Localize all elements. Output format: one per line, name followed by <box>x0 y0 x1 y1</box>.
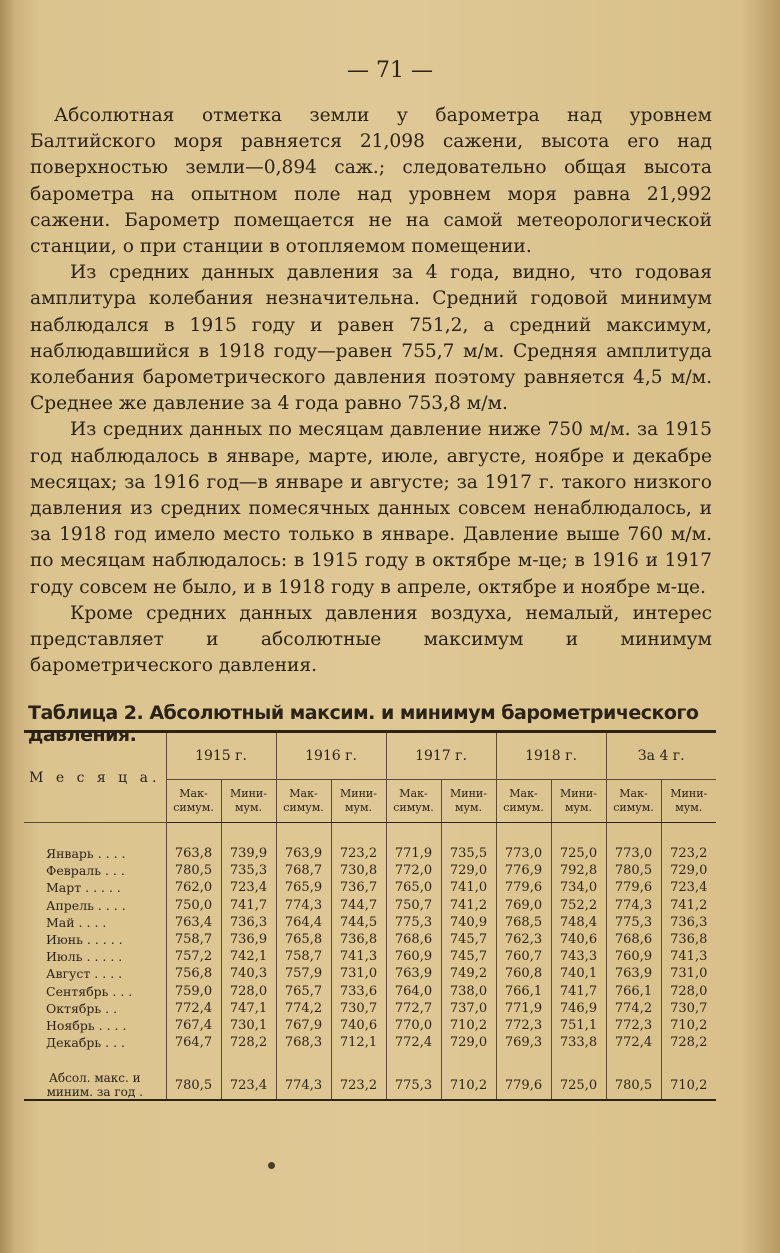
table-cell: 760,7 <box>496 948 551 965</box>
paragraph-3: Из средних данных по месяцам давление ниже 750 м/м. за 1915 год наблюдалось в январе, марте, июле, августе, ноябре и декабре месяцах; за 1916 год—в январе и августе; за 1917 г. такого низкого давления из средних помесячных данных совсем ненаблюдалось, и за 1918 год имело место только в январе. Давление выше 760 м/м. по месяцам наблюдалось: в 1915 году в октябре м-це; в 1916 и 1917 году совсем не было, и в 1918 году в апреле, октябре и ноябре м-це. <box>30 419 712 598</box>
subheader-maximum: Мак-симум. <box>386 780 441 823</box>
table-cell: 775,3 <box>606 914 661 931</box>
total-cell: 780,5 <box>166 1071 221 1100</box>
table-cell: 763,8 <box>166 845 221 862</box>
paragraph-2: Из средних данных давления за 4 года, видно, что годовая амплитура колебания незначительна. Средний годовой минимум наблюдался в 1915 году и равен 751,2, а средний максимум, наблюдавшийся в 1918 году—равен 755,7 м/м. Средняя амплитуда колебания барометрического давления поэтому равняется 4,5 м/м. Среднее же давление за 4 года равно 753,8 м/м. <box>30 262 712 415</box>
table-cell: 730,8 <box>331 862 386 879</box>
table-cell: 742,1 <box>221 948 276 965</box>
table-row <box>24 845 716 862</box>
table-cell: 731,0 <box>331 965 386 982</box>
subheader-minimum: Мини-мум. <box>221 780 276 823</box>
total-cell: 725,0 <box>551 1071 606 1100</box>
table-cell: 769,3 <box>496 1034 551 1051</box>
paragraph-4: Кроме средних данных давления воздуха, немалый, интерес представляет и абсолютные максимум и минимум барометрического давления. <box>30 602 712 677</box>
table-cell: 740,6 <box>551 931 606 948</box>
pressure-table <box>24 730 716 1173</box>
year-header-1917: 1917 г. <box>386 733 496 780</box>
subheader-maximum: Мак-симум. <box>496 780 551 823</box>
month-label: Июнь . . . . . <box>46 932 123 948</box>
table-cell: 759,0 <box>166 983 221 1000</box>
table-cell: 764,0 <box>386 983 441 1000</box>
year-header-1915: 1915 г. <box>166 733 276 780</box>
subheader-maximum: Мак-симум. <box>166 780 221 823</box>
table-cell: 723,4 <box>661 879 716 896</box>
total-cell: 775,3 <box>386 1071 441 1100</box>
month-label: Февраль . . . <box>46 863 125 879</box>
table-row <box>24 965 716 982</box>
total-cell: 779,6 <box>496 1071 551 1100</box>
table-cell: 771,9 <box>386 845 441 862</box>
table-cell: 741,2 <box>441 897 496 914</box>
table-cell: 773,0 <box>606 845 661 862</box>
table-cell: 764,7 <box>166 1034 221 1051</box>
table-cell: 773,0 <box>496 845 551 862</box>
table-cell: 762,3 <box>496 931 551 948</box>
table-cell: 766,1 <box>606 983 661 1000</box>
table-cell: 776,9 <box>496 862 551 879</box>
table-cell: 768,3 <box>276 1034 331 1051</box>
table-cell: 763,4 <box>166 914 221 931</box>
table-cell: 771,9 <box>496 1000 551 1017</box>
table-cell: 735,5 <box>441 845 496 862</box>
subheader-minimum: Мини-мум. <box>331 780 386 823</box>
table-row <box>24 897 716 914</box>
table-cell: 763,9 <box>606 965 661 982</box>
ink-dot <box>268 1162 275 1169</box>
table-cell: 772,4 <box>166 1000 221 1017</box>
table-cell: 741,3 <box>331 948 386 965</box>
table-cell: 760,9 <box>606 948 661 965</box>
table-row <box>24 879 716 896</box>
table-cell: 745,7 <box>441 931 496 948</box>
text-body <box>30 103 712 679</box>
subheader-maximum: Мак-симум. <box>276 780 331 823</box>
table-cell: 760,8 <box>496 965 551 982</box>
table-cell: 723,2 <box>331 845 386 862</box>
table-cell: 774,3 <box>606 897 661 914</box>
table-cell: 712,1 <box>331 1034 386 1051</box>
total-cell: 710,2 <box>661 1071 716 1100</box>
month-label: Сентябрь . . . <box>46 983 133 999</box>
table-cell: 745,7 <box>441 948 496 965</box>
table-cell: 730,7 <box>661 1000 716 1017</box>
table-cell: 746,9 <box>551 1000 606 1017</box>
subheader-minimum: Мини-мум. <box>551 780 606 823</box>
table-cell: 730,7 <box>331 1000 386 1017</box>
table-cell: 766,1 <box>496 983 551 1000</box>
table-cell: 728,2 <box>221 1034 276 1051</box>
table-row <box>24 1034 716 1051</box>
table-cell: 734,0 <box>551 879 606 896</box>
table-cell: 741,3 <box>661 948 716 965</box>
subheader-minimum: Мини-мум. <box>441 780 496 823</box>
table-cell: 728,0 <box>661 983 716 1000</box>
month-label: Январь . . . . <box>46 846 126 862</box>
table-cell: 736,9 <box>221 931 276 948</box>
month-label: Ноябрь . . . . <box>46 1017 127 1033</box>
table-cell: 772,3 <box>496 1017 551 1034</box>
subheader-maximum: Мак-симум. <box>606 780 661 823</box>
table-cell: 767,4 <box>166 1017 221 1034</box>
total-cell: 710,2 <box>441 1071 496 1100</box>
table-cell: 756,8 <box>166 965 221 982</box>
table-cell: 736,8 <box>331 931 386 948</box>
month-label: Октябрь . . <box>46 1000 118 1016</box>
total-cell: 723,4 <box>221 1071 276 1100</box>
table-cell: 774,3 <box>276 897 331 914</box>
table-cell: 747,1 <box>221 1000 276 1017</box>
month-label: Август . . . . <box>46 966 123 982</box>
table-cell: 741,7 <box>221 897 276 914</box>
table-cell: 774,2 <box>276 1000 331 1017</box>
table-cell: 765,8 <box>276 931 331 948</box>
table-cell: 749,2 <box>441 965 496 982</box>
table-cell: 731,0 <box>661 965 716 982</box>
table-cell: 763,9 <box>276 845 331 862</box>
total-cell: 723,2 <box>331 1071 386 1100</box>
table-cell: 758,7 <box>166 931 221 948</box>
table-cell: 729,0 <box>441 862 496 879</box>
table-cell: 751,1 <box>551 1017 606 1034</box>
table-cell: 735,3 <box>221 862 276 879</box>
table-cell: 770,0 <box>386 1017 441 1034</box>
table-cell: 775,3 <box>386 914 441 931</box>
table-cell: 768,5 <box>496 914 551 931</box>
table-cell: 752,2 <box>551 897 606 914</box>
table-cell: 765,0 <box>386 879 441 896</box>
month-label: Май . . . . <box>46 914 107 930</box>
table-row <box>24 914 716 931</box>
table-cell: 738,0 <box>441 983 496 1000</box>
table-row <box>24 862 716 879</box>
table-cell: 729,0 <box>441 1034 496 1051</box>
table-cell: 769,0 <box>496 897 551 914</box>
table-cell: 740,9 <box>441 914 496 931</box>
subheader-minimum: Мини-мум. <box>661 780 716 823</box>
month-label: Март . . . . . <box>46 880 121 896</box>
months-column-header: М е с я ц а. <box>24 733 166 823</box>
table-cell: 744,5 <box>331 914 386 931</box>
table-cell: 736,3 <box>661 914 716 931</box>
table-cell: 710,2 <box>441 1017 496 1034</box>
table-cell: 741,0 <box>441 879 496 896</box>
table-row <box>24 1017 716 1034</box>
total-cell: 774,3 <box>276 1071 331 1100</box>
month-label: Декабрь . . . <box>46 1035 125 1051</box>
table-cell: 739,9 <box>221 845 276 862</box>
year-header-1916: 1916 г. <box>276 733 386 780</box>
table-cell: 762,0 <box>166 879 221 896</box>
table-cell: 757,2 <box>166 948 221 965</box>
table-cell: 764,4 <box>276 914 331 931</box>
table-cell: 772,0 <box>386 862 441 879</box>
month-label: Апрель . . . . <box>46 897 126 913</box>
table-cell: 740,3 <box>221 965 276 982</box>
table-cell: 763,9 <box>386 965 441 982</box>
page-number: — 71 — <box>347 58 433 83</box>
table-cell: 725,0 <box>551 845 606 862</box>
table-cell: 736,7 <box>331 879 386 896</box>
table-cell: 765,9 <box>276 879 331 896</box>
table-cell: 779,6 <box>496 879 551 896</box>
total-cell: 780,5 <box>606 1071 661 1100</box>
table-cell: 780,5 <box>166 862 221 879</box>
table-cell: 772,4 <box>386 1034 441 1051</box>
table-cell: 710,2 <box>661 1017 716 1034</box>
table-cell: 730,1 <box>221 1017 276 1034</box>
table-cell: 779,6 <box>606 879 661 896</box>
table-cell: 792,8 <box>551 862 606 879</box>
table-cell: 768,6 <box>606 931 661 948</box>
table-cell: 772,3 <box>606 1017 661 1034</box>
table-row <box>24 1000 716 1017</box>
table-cell: 728,0 <box>221 983 276 1000</box>
table-row <box>24 983 716 1000</box>
total-label: Абсол. макс. и миним. за год . <box>46 1071 143 1100</box>
year-header-4-years: За 4 г. <box>606 733 716 780</box>
table-cell: 733,6 <box>331 983 386 1000</box>
table-cell: 737,0 <box>441 1000 496 1017</box>
table-cell: 772,4 <box>606 1034 661 1051</box>
table-cell: 757,9 <box>276 965 331 982</box>
table-cell: 744,7 <box>331 897 386 914</box>
table-cell: 733,8 <box>551 1034 606 1051</box>
table-cell: 768,6 <box>386 931 441 948</box>
table-cell: 772,7 <box>386 1000 441 1017</box>
table-cell: 765,7 <box>276 983 331 1000</box>
table-cell: 741,7 <box>551 983 606 1000</box>
table-cell: 774,2 <box>606 1000 661 1017</box>
paragraph-1: Абсолютная отметка земли у барометра над уровнем Балтийского моря равняется 21,098 сажени, высота его над поверхностью земли—0,894 саж.; следовательно общая высота барометра на опытном поле над уровнем моря равна 21,992 сажени. Барометр помещается не на самой метеорологической станции, о при станции в отопляемом помещении. <box>30 105 712 258</box>
table-cell: 736,8 <box>661 931 716 948</box>
month-label: Июль . . . . . <box>46 949 123 965</box>
total-row <box>24 1071 716 1100</box>
table-cell: 750,7 <box>386 897 441 914</box>
table-cell: 758,7 <box>276 948 331 965</box>
table-cell: 736,3 <box>221 914 276 931</box>
table-row <box>24 948 716 965</box>
table-cell: 760,9 <box>386 948 441 965</box>
table-cell: 767,9 <box>276 1017 331 1034</box>
table-cell: 740,6 <box>331 1017 386 1034</box>
table-cell: 780,5 <box>606 862 661 879</box>
table-row <box>24 931 716 948</box>
table-cell: 728,2 <box>661 1034 716 1051</box>
table-cell: 743,3 <box>551 948 606 965</box>
table-cell: 723,2 <box>661 845 716 862</box>
table-caption: Таблица 2. Абсолютный максим. и минимум барометрического давления. <box>28 702 699 746</box>
table-cell: 741,2 <box>661 897 716 914</box>
table-cell: 723,4 <box>221 879 276 896</box>
year-header-1918: 1918 г. <box>496 733 606 780</box>
table-cell: 748,4 <box>551 914 606 931</box>
table-cell: 740,1 <box>551 965 606 982</box>
table-cell: 750,0 <box>166 897 221 914</box>
table-cell: 768,7 <box>276 862 331 879</box>
table-cell: 729,0 <box>661 862 716 879</box>
